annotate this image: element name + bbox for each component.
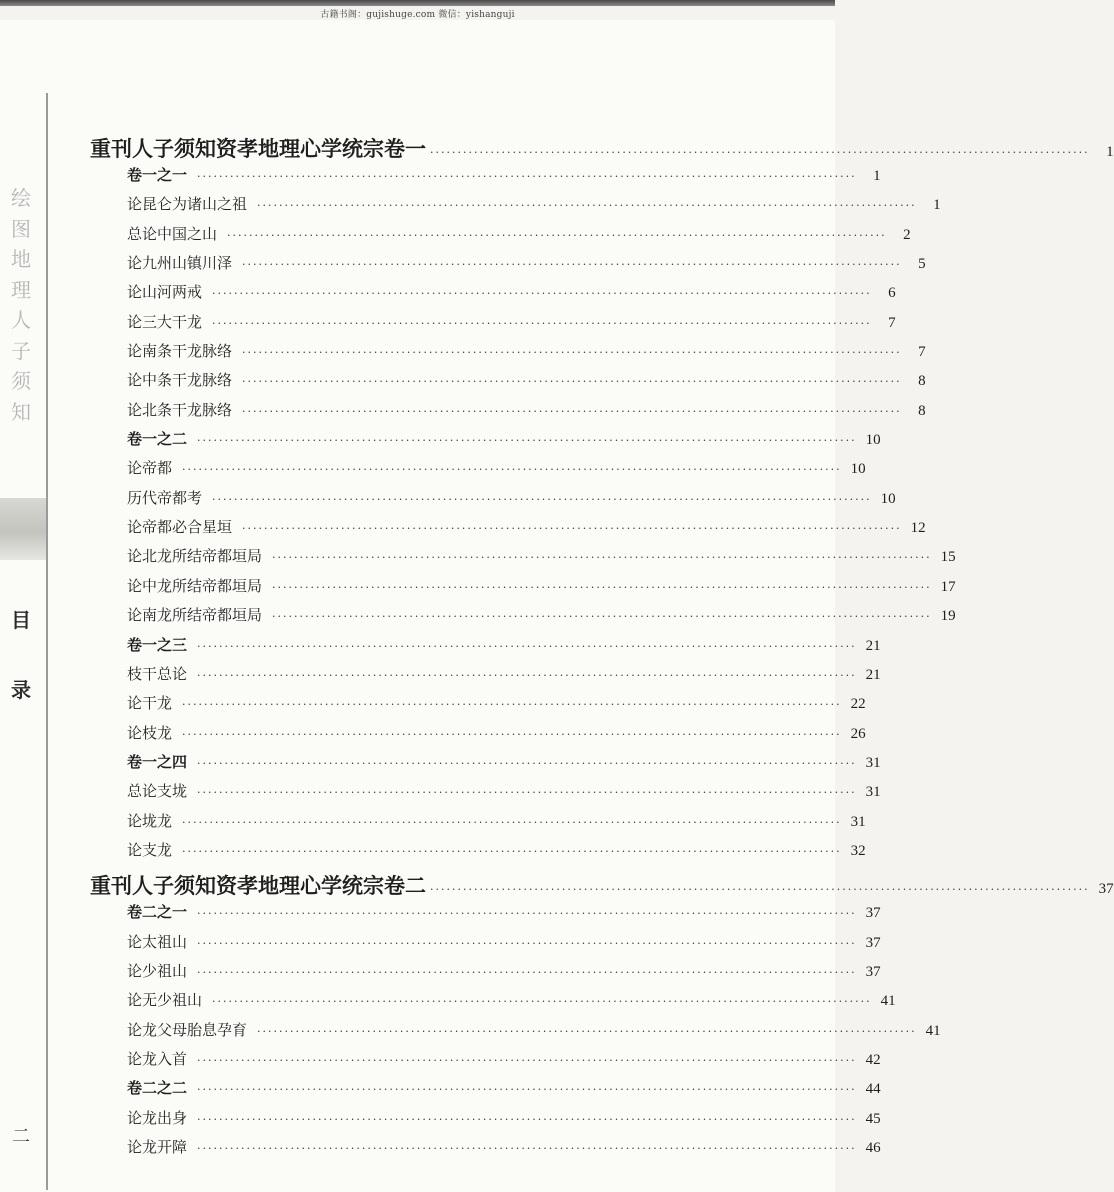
book-page bbox=[0, 20, 1114, 1192]
toc-item-entry[interactable] bbox=[0, 1048, 881, 1077]
toc-dot-leader: ························································································································ bbox=[257, 1024, 917, 1038]
toc-item-entry[interactable] bbox=[0, 839, 866, 868]
toc-section-entry[interactable] bbox=[0, 164, 881, 193]
toc-item-entry[interactable] bbox=[0, 960, 881, 989]
toc-section-entry[interactable] bbox=[0, 751, 881, 780]
toc-entry-title: 论垅龙 bbox=[127, 811, 173, 830]
toc-dot-leader: ························································································································ bbox=[197, 907, 857, 921]
toc-item-entry[interactable] bbox=[0, 545, 956, 574]
toc-dot-leader: ························································································································ bbox=[242, 258, 902, 272]
toc-dot-leader: ························································································································ bbox=[257, 199, 917, 213]
toc-item-entry[interactable] bbox=[0, 193, 941, 222]
toc-entry-title: 论南龙所结帝都垣局 bbox=[127, 606, 263, 625]
spine-title-char: 地 bbox=[11, 247, 31, 271]
toc-item-entry[interactable] bbox=[0, 1019, 941, 1048]
toc-dot-leader: ························································································································ bbox=[272, 551, 932, 565]
toc-entry-page: 10 bbox=[880, 490, 896, 507]
toc-item-entry[interactable] bbox=[0, 487, 896, 516]
toc-item-entry[interactable] bbox=[0, 252, 926, 281]
toc-entry-title: 论中龙所结帝都垣局 bbox=[127, 576, 263, 595]
toc-entry-page: 10 bbox=[865, 432, 881, 449]
toc-entry-page: 21 bbox=[865, 666, 881, 683]
toc-dot-leader: ························································································································ bbox=[227, 228, 887, 242]
toc-item-entry[interactable] bbox=[0, 722, 866, 751]
toc-dot-leader: ························································································································ bbox=[197, 965, 857, 979]
toc-entry-page: 41 bbox=[925, 1022, 941, 1039]
top-border bbox=[0, 0, 835, 6]
toc-entry-title: 论中条干龙脉络 bbox=[127, 371, 233, 390]
toc-dot-leader: ························································································································ bbox=[182, 463, 842, 477]
toc-dot-leader: ························································································································ bbox=[272, 610, 932, 624]
toc-section-entry[interactable] bbox=[0, 428, 881, 457]
toc-item-entry[interactable] bbox=[0, 692, 866, 721]
toc-entry-title: 卷二之一 bbox=[127, 903, 188, 922]
toc-dot-leader: ························································································································ bbox=[430, 146, 1090, 159]
toc-entry-title: 重刊人子须知资孝地理心学统宗卷二 bbox=[90, 873, 426, 899]
toc-entry-page: 31 bbox=[850, 813, 866, 830]
toc-entry-page: 31 bbox=[865, 754, 881, 771]
spine-title-char: 人 bbox=[11, 308, 31, 332]
toc-entry-page: 37 bbox=[865, 963, 881, 980]
toc-dot-leader: ························································································································ bbox=[182, 815, 842, 829]
toc-section-entry[interactable] bbox=[0, 901, 881, 930]
page-number: 二 bbox=[12, 1126, 30, 1147]
spine-section-char: 录 bbox=[11, 678, 31, 702]
toc-section-entry[interactable] bbox=[0, 634, 881, 663]
toc-dot-leader: ························································································································ bbox=[242, 522, 902, 536]
toc-entry-page: 44 bbox=[865, 1081, 881, 1098]
toc-entry-page: 37 bbox=[865, 934, 881, 951]
toc-entry-title: 论无少祖山 bbox=[127, 991, 203, 1010]
toc-entry-page: 37 bbox=[1098, 881, 1114, 898]
toc-entry-title: 卷一之一 bbox=[127, 166, 188, 184]
toc-entry-page: 1 bbox=[1106, 144, 1114, 160]
toc-entry-title: 论龙出身 bbox=[127, 1108, 188, 1127]
toc-dot-leader: ························································································································ bbox=[197, 786, 857, 800]
toc-entry-page: 7 bbox=[918, 344, 926, 361]
toc-entry-title: 枝干总论 bbox=[127, 664, 188, 683]
toc-entry-page: 8 bbox=[918, 402, 926, 419]
toc-section-entry[interactable] bbox=[0, 1077, 881, 1106]
toc-entry-title: 重刊人子须知资孝地理心学统宗卷一 bbox=[90, 136, 426, 161]
toc-entry-page: 5 bbox=[918, 256, 926, 273]
toc-entry-page: 7 bbox=[888, 314, 896, 331]
toc-dot-leader: ························································································································ bbox=[182, 844, 842, 858]
toc-entry-page: 46 bbox=[865, 1140, 881, 1156]
toc-entry-title: 论三大干龙 bbox=[127, 312, 203, 331]
toc-dot-leader: ························································································································ bbox=[197, 1142, 857, 1155]
toc-item-entry[interactable] bbox=[0, 931, 881, 960]
toc-entry-title: 论龙父母胎息孕育 bbox=[127, 1020, 248, 1039]
toc-dot-leader: ························································································································ bbox=[272, 580, 932, 594]
toc-entry-page: 6 bbox=[888, 285, 896, 302]
toc-entry-title: 总论中国之山 bbox=[127, 224, 218, 243]
toc-dot-leader: ························································································································ bbox=[197, 756, 857, 770]
toc-item-entry[interactable] bbox=[0, 369, 926, 398]
toc-entry-page: 45 bbox=[865, 1110, 881, 1127]
toc-dot-leader: ························································································································ bbox=[242, 404, 902, 418]
toc-dot-leader: ························································································································ bbox=[197, 1053, 857, 1067]
toc-item-entry[interactable] bbox=[0, 340, 926, 369]
toc-item-entry[interactable] bbox=[0, 457, 866, 486]
toc-dot-leader: ························································································································ bbox=[182, 698, 842, 712]
toc-dot-leader: ························································································································ bbox=[430, 883, 1090, 897]
toc-entry-page: 31 bbox=[865, 784, 881, 801]
toc-entry-title: 论南条干龙脉络 bbox=[127, 342, 233, 361]
spine-title-char: 图 bbox=[11, 216, 31, 241]
toc-entry-title: 论少祖山 bbox=[127, 961, 188, 980]
toc-entry-page: 22 bbox=[850, 696, 866, 713]
spine-title-char: 理 bbox=[11, 277, 31, 302]
toc-entry-title: 论山河两戒 bbox=[127, 283, 203, 302]
toc-dot-leader: ························································································································ bbox=[212, 287, 872, 301]
toc-entry-title: 卷一之四 bbox=[127, 752, 188, 771]
toc-item-entry[interactable] bbox=[0, 810, 866, 839]
toc-dot-leader: ························································································································ bbox=[197, 170, 857, 183]
toc-entry-page: 42 bbox=[865, 1051, 881, 1068]
spine-title-char: 绘 bbox=[11, 186, 31, 210]
toc-entry-page: 1 bbox=[873, 168, 881, 184]
toc-entry-page: 19 bbox=[940, 608, 956, 625]
toc-dot-leader: ························································································································ bbox=[197, 1083, 857, 1097]
toc-entry-title: 论太祖山 bbox=[127, 932, 188, 951]
toc-item-entry[interactable] bbox=[0, 281, 896, 310]
toc-item-entry[interactable] bbox=[0, 516, 926, 545]
toc-dot-leader: ························································································································ bbox=[197, 639, 857, 653]
toc-entry-title: 卷一之三 bbox=[127, 635, 188, 654]
spine-section-char: 目 bbox=[11, 608, 31, 632]
toc-entry-page: 17 bbox=[940, 578, 956, 595]
toc-item-entry[interactable] bbox=[0, 1136, 881, 1165]
toc-entry-page: 8 bbox=[918, 373, 926, 390]
toc-entry-page: 15 bbox=[940, 549, 956, 566]
toc-entry-title: 论九州山镇川泽 bbox=[127, 254, 233, 273]
toc-dot-leader: ························································································································ bbox=[197, 1112, 857, 1126]
toc-entry-title: 论龙开障 bbox=[127, 1138, 188, 1156]
toc-entry-title: 卷一之二 bbox=[127, 430, 188, 449]
toc-entry-page: 37 bbox=[865, 905, 881, 922]
toc-entry-title: 论龙入首 bbox=[127, 1049, 188, 1068]
toc-entry-page: 21 bbox=[865, 637, 881, 654]
toc-entry-page: 1 bbox=[933, 197, 941, 214]
toc-item-entry[interactable] bbox=[0, 604, 956, 633]
toc-dot-leader: ························································································································ bbox=[242, 375, 902, 389]
toc-entry-title: 论北龙所结帝都垣局 bbox=[127, 547, 263, 566]
toc-entry-title: 论北条干龙脉络 bbox=[127, 400, 233, 419]
toc-dot-leader: ························································································································ bbox=[197, 936, 857, 950]
toc-entry-page: 10 bbox=[850, 461, 866, 478]
toc-dot-leader: ························································································································ bbox=[197, 434, 857, 448]
toc-item-entry[interactable] bbox=[0, 989, 896, 1018]
toc-entry-title: 论干龙 bbox=[127, 694, 173, 713]
spine-title-char: 知 bbox=[11, 399, 31, 424]
toc-entry-page: 41 bbox=[880, 993, 896, 1010]
toc-item-entry[interactable] bbox=[0, 1107, 881, 1136]
toc-dot-leader: ························································································································ bbox=[212, 316, 872, 330]
toc-item-entry[interactable] bbox=[0, 663, 881, 692]
toc-entry-page: 12 bbox=[910, 520, 926, 537]
toc-entry-page: 26 bbox=[850, 725, 866, 742]
toc-entry-page: 32 bbox=[850, 842, 866, 859]
toc-dot-leader: ························································································································ bbox=[242, 346, 902, 360]
toc-entry-page: 2 bbox=[903, 226, 911, 243]
table-of-contents bbox=[0, 133, 1114, 1165]
toc-item-entry[interactable] bbox=[0, 575, 956, 604]
toc-item-entry[interactable] bbox=[0, 399, 926, 428]
toc-volume-entry[interactable] bbox=[0, 870, 1114, 901]
toc-dot-leader: ························································································································ bbox=[197, 668, 857, 682]
toc-dot-leader: ························································································································ bbox=[212, 492, 872, 506]
toc-entry-title: 论帝都必合星垣 bbox=[127, 518, 233, 537]
toc-entry-title: 论支龙 bbox=[127, 840, 173, 859]
toc-entry-title: 历代帝都考 bbox=[127, 488, 203, 507]
toc-dot-leader: ························································································································ bbox=[212, 995, 872, 1009]
toc-volume-entry[interactable] bbox=[0, 133, 1114, 164]
toc-entry-title: 论昆仑为诸山之祖 bbox=[127, 195, 248, 214]
toc-dot-leader: ························································································································ bbox=[182, 727, 842, 741]
toc-entry-title: 卷二之二 bbox=[127, 1079, 188, 1098]
toc-entry-title: 论帝都 bbox=[127, 459, 173, 478]
toc-entry-title: 论枝龙 bbox=[127, 723, 173, 742]
spine-title-char: 须 bbox=[11, 369, 31, 393]
toc-entry-title: 总论支垅 bbox=[127, 782, 188, 801]
toc-item-entry[interactable] bbox=[0, 780, 881, 809]
watermark-text: 古籍书阁：gujishuge.com 微信：yishanguji bbox=[320, 10, 515, 20]
toc-item-entry[interactable] bbox=[0, 311, 896, 340]
spine-title-char: 子 bbox=[11, 338, 31, 363]
toc-item-entry[interactable] bbox=[0, 223, 911, 252]
